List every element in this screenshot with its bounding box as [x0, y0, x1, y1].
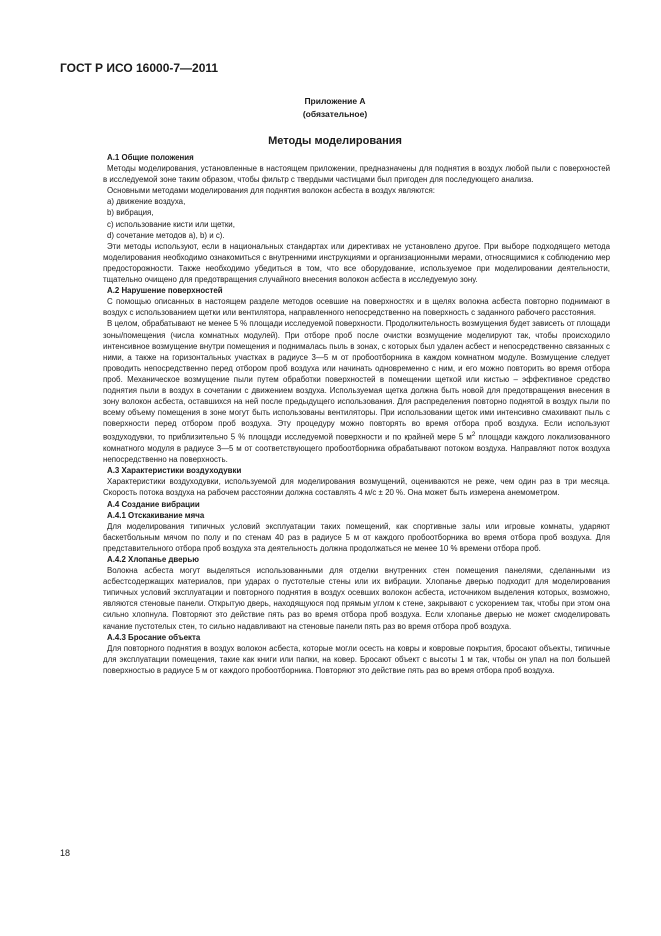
document-code: ГОСТ Р ИСО 16000-7—2011	[60, 61, 219, 75]
list-item: с) использование кисти или щетки,	[107, 219, 235, 229]
list-item: d) сочетание методов а), b) и с).	[107, 230, 225, 240]
page-number: 18	[60, 848, 71, 858]
paragraph: Основными методами моделирования для поднятия волокон асбеста в воздух являются:	[107, 186, 435, 196]
paragraph: Методы моделирования, установленные в настоящем приложении, предназначены для поднятия в воздух любой пыли с поверхностей в исследуемой зоне таким образом, чтобы фильтр с твердыми частицами был пригоден для последующего анализа.	[103, 164, 610, 185]
section-heading-a3: А.3 Характеристики воздуходувки	[107, 466, 242, 476]
superscript: 2	[471, 431, 476, 439]
document-body	[103, 152, 610, 676]
section-heading-a2: А.2 Нарушение поверхностей	[107, 286, 223, 296]
paragraph	[103, 318, 610, 465]
list-item: b) вибрация,	[107, 208, 154, 218]
paragraph: Для моделирования типичных условий эксплуатации таких помещений, как спортивные залы или игровые комнаты, ударяют баскетбольным мячом по полу и по стенам 40 раз в радиусе 5 м от каждого пробоотборника во время отбора проб воздуха. Для представительного отбора проб воздуха эта деятельность должна продолжаться не менее 10 % времени отбора проб.	[103, 521, 610, 553]
paragraph: Волокна асбеста могут выделяться использованными для отделки внутренних стен помещения панелями, сделанными из асбестсодержащих материалов, при ударах о пустотелые стены или их вибрации. Хлопанье дверью подходит для моделирования типичных условий эксплуатации и повторного поднятия в воздух осевших волокон асбеста, источником выделения которых, возможно, являются стеновые панели. Открытую дверь, находящуюся под прямым углом к стене, закрывают с ускорением так, чтобы при этом она сильно хлопнула. Повторяют это действие пять раз во время отбора проб воздуха. Если хлопанье дверью не может смоделировать качание пустотелых стен, то сильно надавливают на стеновые панели пять раз во время отбора проб воздуха.	[103, 566, 610, 631]
subsection-heading-a41: А.4.1 Отскакивание мяча	[107, 510, 205, 520]
paragraph: Характеристики воздуходувки, используемой для моделирования возмущений, оцениваются не реже, чем один раз в три месяца. Скорость потока воздуха на рабочем расстоянии должна составлять 4 м/с ± 20 %. Она может быть измерена анемометром.	[103, 477, 610, 498]
section-heading-a1: А.1 Общие положения	[107, 153, 194, 162]
annex-title: Методы моделирования	[268, 135, 402, 147]
section-heading-a4: А.4 Создание вибрации	[107, 499, 200, 509]
subsection-heading-a43: А.4.3 Бросание объекта	[107, 632, 201, 642]
paragraph-text: площади каждого локализованного комнатного модуля в радиусе 3—5 м от соответствующего пробоотборника обрабатывают потоком воздуха. Направляют поток воздуха непосредственно на поверхность.	[103, 432, 610, 465]
list-item: а) движение воздуха,	[107, 197, 186, 207]
paragraph: Для повторного поднятия в воздух волокон асбеста, которые могли осесть на ковры и ковровые покрытия, бросают объекты, типичные для эксплуатации помещения, такие как книги или папки, на ковер. Бросают объект с высоты 1 м так, чтобы он упал на пол большей поверхностью в радиусе 5 м от каждого пробоотборника. Повторяют это действие пять раз во время отбора проб воздуха.	[103, 643, 610, 675]
paragraph: С помощью описанных в настоящем разделе методов осевшие на поверхностях и в щелях волокна асбеста повторно поднимают в воздух с использованием щетки или вентилятора, направленного непосредственно на поверхность с заданного рабочего расстояния.	[103, 297, 610, 318]
paragraph: Эти методы используют, если в национальных стандартах или директивах не установлено другое. При выборе подходящего метода моделирования необходимо ознакомиться с внутренними инструкциями и организационными мерами, относящимися к соблюдению мер предосторожности. Также необходимо убедиться в том, что все оборудование, используемое при моделировании деятельности, тщательно очищено для предотвращения случайного внесения волокон асбеста в исследуемую зону.	[103, 241, 610, 285]
annex-label: Приложение А	[304, 96, 366, 106]
subsection-heading-a42: А.4.2 Хлопанье дверью	[107, 555, 199, 564]
paragraph-text: В целом, обрабатывают не менее 5 % площади исследуемой поверхности. Продолжительность возмущения будет зависеть от площади зоны/помещения (числа комнатных модулей). При отборе проб после очистки возмущение моделируют так, чтобы происходило интенсивное возмущение внутри помещения и поднималась пыль в зонах, с которых был удален асбест и непосредственно связанных с ними, а также на горизонтальных участках в радиусе 3—5 м от пробоотборника в каждом комнатном модуле. Возмущение следует проводить непосредственно перед отбором проб воздуха или начинать одновременно с ним, и его можно повторить во время отбора проб. Механическое возмущение пыли путем обработки поверхностей в помещении щеткой или кистью – эффективное средство поднятия пыли в воздух в сочетании с движением воздуха. Используемая щетка должна быть новой для предотвращения внесения в зону волокон асбеста, оставшихся на ней после предыдущего использования. Для распределения повторно поднятой в воздух пыли по всему объему помещения в зоне могут быть использованы вентиляторы. При использовании щеток ими интенсивно смахивают пыль с поверхности перед отбором проб воздуха. Эту процедуру можно повторять во время отбора проб воздуха. Если используют воздуходувки, то приблизительно 5 % площади исследуемой поверхности и по крайней мере 5 м	[103, 319, 610, 442]
annex-status: (обязательное)	[302, 109, 368, 119]
